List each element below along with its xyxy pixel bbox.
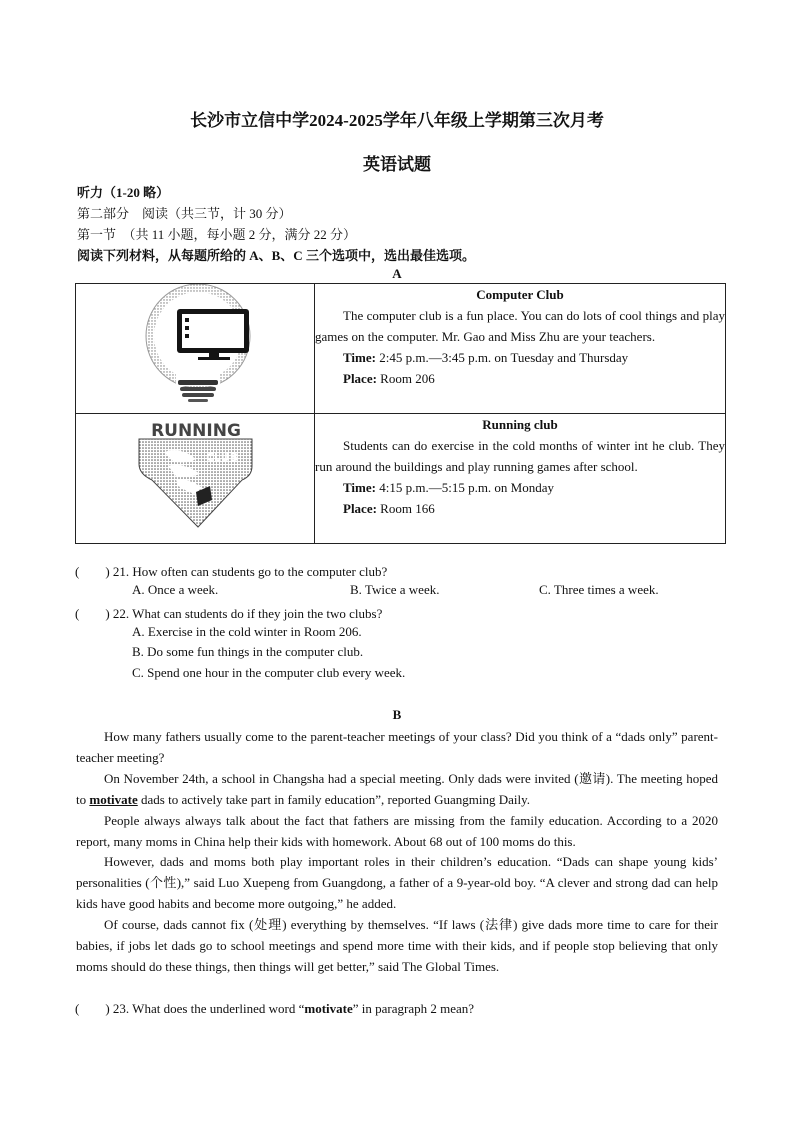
running-club-logo-icon <box>76 414 314 539</box>
p2-text-start: On November 24th, a school in Changsha had a special meeting. Only dads were invited (邀请). The meeting hoped to <box>76 771 718 807</box>
reading-instruction: 阅读下列材料，从每题所给的 A、B、C 三个选项中，选出最佳选项。 <box>77 248 475 263</box>
time-value: 4:15 p.m.—5:15 p.m. on Monday <box>375 480 555 495</box>
q22-option-c: C. Spend one hour in the computer club every week. <box>132 665 406 680</box>
q22-option-b: B. Do some fun things in the computer club. <box>132 644 364 659</box>
q21-option-c: C. Three times a week. <box>539 582 659 597</box>
computer-club-title: Computer Club <box>476 287 564 302</box>
place-label: Place: <box>343 501 377 516</box>
place-value: Room 166 <box>376 501 435 516</box>
passage-b-paragraph-4: However, dads and moms both play important roles in their children’s education. “Dads can shape young kids’ personalities (个性),” said Luo Xuepeng from Guangdong, a father of a 9-year-old boy. “A clever and strong dad can help kids have good habits and become more outgoing,” he added. <box>76 854 718 911</box>
running-logo-text: RUNNING <box>151 421 241 441</box>
p2-text-end: dads to actively take part in family education”, reported Guangming Daily. <box>137 791 531 807</box>
q23-stem-end: ” in paragraph 2 mean? <box>352 1001 475 1016</box>
running-club-info <box>315 414 726 544</box>
running-club-image-cell <box>76 414 315 544</box>
passage-b-paragraph-2 <box>76 769 718 811</box>
exam-title: 长沙市立信中学2024-2025学年八年级上学期第三次月考 <box>190 111 604 130</box>
computer-club-info <box>315 284 726 414</box>
q21-option-b: B. Twice a week. <box>350 582 440 597</box>
q23-keyword: motivate <box>304 1001 353 1016</box>
computer-club-row <box>76 284 726 414</box>
place-label: Place: <box>343 371 377 386</box>
listening-note: 听力（1-20 略） <box>77 185 170 200</box>
time-label: Time: <box>343 480 376 495</box>
computer-club-image-cell <box>76 284 315 414</box>
running-club-time <box>315 477 725 498</box>
running-club-title: Running club <box>482 417 558 432</box>
computer-club-place <box>315 368 725 389</box>
q22-option-a: A. Exercise in the cold winter in Room 206. <box>132 624 362 639</box>
running-club-place <box>315 498 725 519</box>
running-club-description: Students can do exercise in the cold months of winter int he club. They run around the buildings and play running games after school. <box>315 438 725 474</box>
question-23 <box>75 998 474 1017</box>
q23-stem-start: ( ) 23. What does the underlined word “ <box>75 1001 305 1016</box>
underlined-word-motivate: motivate <box>89 791 138 807</box>
exam-subtitle: 英语试题 <box>363 155 431 174</box>
passage-a-label: A <box>392 266 402 281</box>
place-value: Room 206 <box>376 371 435 386</box>
section-one-heading: 第一节 （共 11 小题，每小题 2 分，满分 22 分） <box>77 227 357 242</box>
q21-option-a: A. Once a week. <box>132 582 219 597</box>
question-21: ( ) 21. How often can students go to the computer club? <box>75 564 388 579</box>
question-22: ( ) 22. What can students do if they join the two clubs? <box>75 606 383 621</box>
time-label: Time: <box>343 350 376 365</box>
club-logo-text: CLUB <box>205 451 239 464</box>
computer-club-time <box>315 347 725 368</box>
passage-b-paragraph-1: How many fathers usually come to the parent-teacher meetings of your class? Did you think of a “dads only” parent-teacher meeting? <box>76 729 718 765</box>
part-two-heading: 第二部分 阅读（共三节，计 30 分） <box>77 206 292 221</box>
clubs-table <box>75 283 726 544</box>
passage-b-paragraph-5: Of course, dads cannot fix (处理) everything by themselves. “If laws (法律) give dads more time to care for their babies, if jobs let dads go to school meetings and spend more time with their kids, and if people stop believing that only moms should do these things, then things will get better,” said The Global Times. <box>76 917 718 974</box>
passage-b-label: B <box>392 707 402 722</box>
computer-club-description: The computer club is a fun place. You can do lots of cool things and play games on the computer. Mr. Gao and Miss Zhu are your teachers. <box>315 308 725 344</box>
computer-bulb-icon <box>76 284 314 409</box>
running-club-row <box>76 414 726 544</box>
time-value: 2:45 p.m.—3:45 p.m. on Tuesday and Thursday <box>375 350 629 365</box>
passage-b-paragraph-3: People always always talk about the fact that fathers are missing from the family education. According to a 2020 report, many moms in China help their kids with homework. About 68 out of 100 moms do this. <box>76 813 718 849</box>
